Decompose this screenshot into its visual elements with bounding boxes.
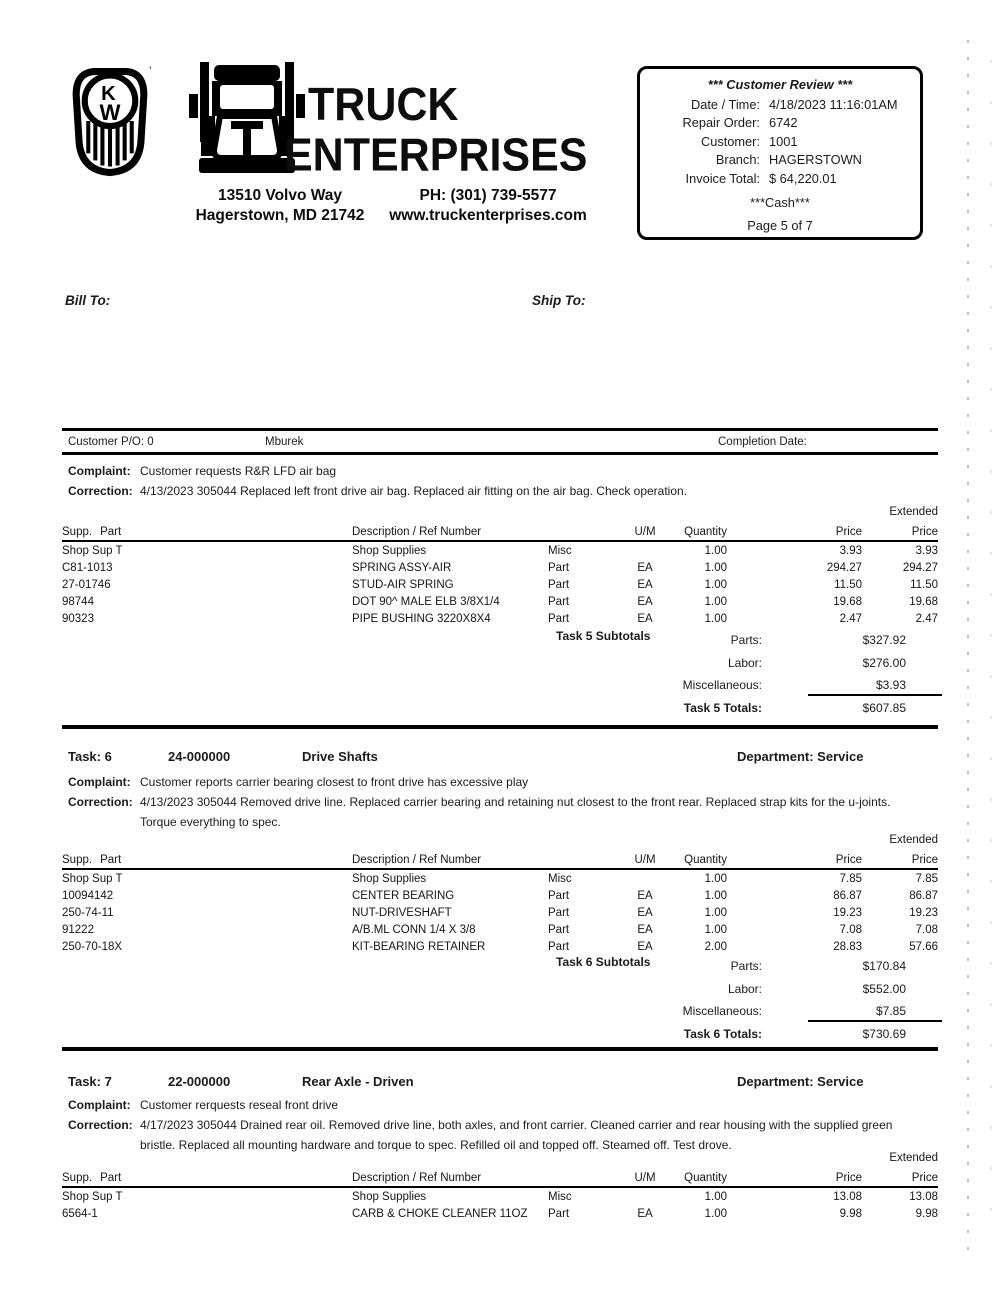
price-cell: 2.47 (839, 612, 862, 625)
line-type-cell: Part (548, 612, 570, 625)
price-cell: 19.23 (833, 906, 862, 919)
review-field-label: Repair Order: (682, 115, 760, 130)
task-total-label: Task 6 Totals: (683, 1026, 762, 1041)
ext-price-cell: 19.23 (909, 906, 938, 919)
price-cell: 11.50 (834, 578, 862, 591)
part-number-cell: Shop Sup T (62, 544, 123, 557)
bill-to-label: Bill To: (65, 293, 111, 308)
subtotal-line (62, 629, 938, 652)
part-number-cell: Shop Sup T (62, 1190, 123, 1203)
review-field-row (648, 170, 912, 189)
kenworth-letter-w: W (99, 99, 121, 125)
complaint-label: Complaint: (68, 1098, 131, 1112)
page-indicator: Page 5 of 7 (747, 217, 813, 233)
description-cell: PIPE BUSHING 3220X8X4 (352, 612, 491, 625)
um-cell: EA (637, 923, 653, 936)
parts-table-row (62, 1187, 938, 1205)
ext-price-header: Price (862, 847, 938, 869)
part-number-cell: Shop Sup T (62, 872, 123, 885)
task-total-line (62, 1023, 938, 1046)
part-number-cell: 91222 (62, 923, 94, 936)
subtotal-label: Parts: (730, 959, 762, 973)
company-contact (372, 186, 604, 226)
review-field-label: Date / Time: (691, 96, 760, 112)
quantity-cell: 1.00 (704, 1190, 727, 1203)
ext-price-cell: 86.87 (909, 889, 938, 902)
price-cell: 7.85 (839, 872, 862, 885)
um-cell (625, 1187, 665, 1205)
review-box-title: *** Customer Review *** (707, 77, 853, 92)
task7-complaint-row (62, 1095, 938, 1115)
review-field-label: Customer: (700, 133, 760, 149)
ext-price-cell: 19.68 (909, 595, 938, 608)
parts-table-row (62, 887, 938, 904)
task6-subtotals (62, 955, 938, 1045)
task-number: Task: 6 (68, 749, 112, 764)
subtotal-amount: $170.84 (862, 959, 906, 973)
review-field-row (648, 114, 912, 133)
price-cell: 9.98 (839, 1207, 862, 1220)
ext-price-cell: 294.27 (902, 561, 938, 574)
ext-price-cell: 11.50 (910, 578, 938, 591)
complaint-text: Customer reports carrier bearing closest to front drive has excessive play (140, 775, 529, 789)
parts-table-row (62, 559, 938, 576)
subtotal-amount: $3.93 (875, 678, 906, 692)
description-cell: Shop Supplies (352, 544, 427, 557)
price-cell: 19.68 (833, 595, 862, 608)
extended-header: Extended (889, 834, 938, 846)
line-type-cell: Part (548, 940, 570, 953)
task6-correction-row (62, 792, 938, 832)
scan-artifact-dots (990, 60, 992, 1240)
price-header: Price (727, 519, 862, 541)
kenworth-letter-k: K (101, 82, 116, 105)
task5-complaint-row (62, 461, 938, 481)
description-cell: Shop Supplies (352, 1190, 427, 1203)
subtotal-amount: $552.00 (862, 981, 906, 996)
subtotal-line (62, 978, 938, 1001)
parts-table-row (62, 938, 938, 955)
ext-price-cell: 9.98 (915, 1207, 938, 1220)
complaint-label: Complaint: (68, 775, 131, 789)
parts-table-row (62, 610, 938, 627)
parts-table-row (62, 869, 938, 887)
parts-table-row (62, 593, 938, 610)
ext-price-cell: 3.93 (915, 544, 938, 557)
task-number: Task: 7 (68, 1074, 112, 1089)
task-department: Department: Service (737, 749, 864, 764)
ship-to-label: Ship To: (532, 293, 586, 308)
description-cell: A/B.ML CONN 1/4 X 3/8 (352, 923, 476, 936)
address-line2: Hagerstown, MD 21742 (195, 207, 365, 224)
company-name-line2: ENTERPRISES (284, 129, 588, 182)
subtotal-line (62, 955, 938, 978)
quantity-cell: 1.00 (704, 923, 727, 936)
subtotal-label: Miscellaneous: (682, 1004, 762, 1018)
task7-correction-row (62, 1115, 938, 1155)
um-cell: EA (637, 940, 653, 953)
section-divider (62, 725, 938, 729)
quantity-cell: 1.00 (704, 544, 727, 557)
um-cell: EA (637, 578, 653, 591)
section-divider (62, 1047, 938, 1051)
part-number-cell: C81-1013 (62, 561, 113, 574)
company-phone: PH: (301) 739-5577 (419, 187, 557, 204)
description-cell: NUT-DRIVESHAFT (352, 906, 452, 919)
um-cell: EA (637, 906, 653, 919)
review-field-row (648, 96, 912, 115)
line-type-cell: Part (548, 923, 570, 936)
subtotal-line (62, 674, 938, 697)
ext-price-cell: 7.08 (915, 923, 938, 936)
parts-table-row (62, 921, 938, 938)
quantity-cell: 1.00 (704, 889, 727, 902)
part-number-cell: 10094142 (62, 889, 114, 902)
um-cell (625, 541, 665, 559)
description-cell: CENTER BEARING (352, 889, 455, 902)
parts-table-row (62, 541, 938, 559)
price-cell: 294.27 (826, 561, 862, 574)
review-field-row (648, 151, 912, 170)
quantity-header: Quantity (665, 519, 727, 541)
part-number-cell: 98744 (62, 595, 94, 608)
subtotal-amount: $327.92 (862, 633, 906, 647)
kenworth-logo-icon (62, 64, 158, 178)
correction-text: 4/13/2023 305044 Replaced left front drive air bag. Replaced air fitting on the air bag. Check operation. (140, 484, 688, 498)
task-total-amount: $730.69 (862, 1026, 906, 1041)
quantity-cell: 1.00 (704, 561, 727, 574)
quantity-cell: 1.00 (704, 1207, 727, 1220)
quantity-cell: 1.00 (704, 872, 727, 885)
correction-label: Correction: (68, 484, 133, 498)
review-field-label: Invoice Total: (685, 170, 760, 186)
completion-date-label: Completion Date: (718, 436, 807, 448)
quantity-cell: 1.00 (704, 595, 727, 608)
um-header: U/M (625, 847, 665, 869)
payment-method: ***Cash*** (750, 195, 810, 210)
part-header: Part (100, 526, 122, 538)
line-type-cell: Misc (548, 1190, 572, 1203)
line-type-cell: Part (548, 595, 570, 608)
price-header: Price (727, 847, 862, 869)
contact-name: Mburek (265, 436, 304, 448)
description-cell: STUD-AIR SPRING (352, 578, 454, 591)
review-field-value: 1001 (769, 133, 798, 149)
task6-header (62, 749, 938, 769)
review-field-row (648, 133, 912, 152)
description-header: Description / Ref Number (352, 519, 548, 541)
task6-parts-table (62, 833, 938, 955)
address-line1: 13510 Volvo Way (217, 187, 343, 204)
task7-header (62, 1074, 938, 1094)
line-type-cell: Part (548, 1207, 570, 1220)
complaint-label: Complaint: (68, 464, 131, 478)
supp-part-header (62, 847, 352, 869)
line-type-cell: Misc (548, 544, 572, 557)
review-field-label: Branch: (715, 152, 760, 167)
ext-price-cell: 2.47 (915, 612, 938, 625)
company-name-line1: TRUCK (308, 78, 459, 131)
task5-correction-row (62, 481, 938, 501)
company-name (284, 80, 587, 182)
review-field-value: 4/18/2023 11:16:01AM (769, 96, 898, 112)
quantity-cell: 2.00 (704, 940, 727, 953)
correction-text: 4/13/2023 305044 Removed drive line. Replaced carrier bearing and retaining nut closest to the front rear. Replaced strap kits for the u-joints. Torque everything to spec. (140, 795, 891, 829)
review-field-value: HAGERSTOWN (769, 152, 862, 167)
task7-parts-table (62, 1151, 938, 1222)
quantity-cell: 1.00 (704, 612, 727, 625)
task-name: Rear Axle - Driven (302, 1074, 414, 1089)
supp-part-header (62, 519, 352, 541)
customer-po: Customer P/O: 0 (68, 436, 154, 448)
description-header: Description / Ref Number (352, 1165, 548, 1187)
subtotal-label: Labor: (727, 655, 762, 670)
description-cell: SPRING ASSY-AIR (352, 561, 452, 574)
task-total-line (62, 697, 938, 720)
subtotals-title: Task 5 Subtotals (556, 629, 651, 643)
um-cell: EA (637, 595, 653, 608)
part-number-cell: 250-74-11 (62, 906, 114, 919)
task-department: Department: Service (737, 1074, 864, 1089)
task-total-amount: $607.85 (862, 700, 906, 715)
complaint-text: Customer requests R&R LFD air bag (140, 464, 337, 478)
line-type-cell: Part (548, 578, 570, 591)
quantity-header: Quantity (665, 847, 727, 869)
task-total-label: Task 5 Totals: (683, 700, 762, 715)
correction-text: 4/17/2023 305044 Drained rear oil. Removed drive line, both axles, and front carrier. Cleaned carrier and rear housing with the supplied green bristle. Replaced all mounting hardware and torque to spec. Refilled oil and topped off. Steamed off. Test drove. (140, 1118, 893, 1152)
parts-table-row (62, 1205, 938, 1222)
ext-price-header: Price (862, 1165, 938, 1187)
parts-table-row (62, 576, 938, 593)
ext-price-cell: 57.66 (909, 940, 938, 953)
supp-header: Supp. (62, 526, 93, 538)
description-cell: KIT-BEARING RETAINER (352, 940, 486, 953)
line-type-cell: Misc (548, 872, 572, 885)
parts-table-row (62, 904, 938, 921)
correction-label: Correction: (68, 1118, 133, 1132)
scan-artifact-dots (967, 40, 969, 1250)
review-field-value: $ 64,220.01 (769, 170, 837, 186)
task-code: 24-000000 (168, 749, 231, 764)
supp-header: Supp. (62, 1172, 93, 1184)
task5-subtotals (62, 629, 938, 719)
part-number-cell: 90323 (62, 612, 94, 625)
scan-speck: ’ (149, 64, 152, 78)
um-cell (625, 869, 665, 887)
um-cell: EA (637, 1207, 653, 1220)
supp-header: Supp. (62, 854, 93, 866)
price-cell: 13.08 (833, 1190, 862, 1203)
subtotal-amount: $276.00 (862, 655, 906, 670)
um-header: U/M (625, 1165, 665, 1187)
task-code: 22-000000 (168, 1074, 231, 1089)
subtotal-line (62, 652, 938, 675)
task6-complaint-row (62, 772, 938, 792)
line-type-cell: Part (548, 889, 570, 902)
description-cell: DOT 90^ MALE ELB 3/8X1/4 (352, 595, 500, 608)
company-website: www.truckenterprises.com (389, 207, 587, 224)
price-cell: 3.93 (839, 544, 862, 557)
price-cell: 7.08 (839, 923, 862, 936)
price-cell: 28.83 (833, 940, 862, 953)
review-field-value: 6742 (769, 115, 798, 130)
um-cell: EA (637, 561, 653, 574)
part-number-cell: 27-01746 (62, 578, 111, 591)
um-cell: EA (637, 612, 653, 625)
subtotals-title: Task 6 Subtotals (556, 955, 651, 969)
customer-po-strip (62, 428, 938, 455)
um-cell: EA (637, 889, 653, 902)
um-header: U/M (625, 519, 665, 541)
description-cell: CARB & CHOKE CLEANER 11OZ (352, 1207, 528, 1220)
supp-part-header (62, 1165, 352, 1187)
quantity-cell: 1.00 (704, 906, 727, 919)
subtotal-label: Miscellaneous: (682, 678, 762, 692)
extended-header: Extended (889, 1152, 938, 1164)
subtotal-label: Labor: (727, 981, 762, 996)
quantity-cell: 1.00 (704, 578, 727, 591)
company-address (190, 186, 370, 226)
line-type-cell: Part (548, 561, 570, 574)
correction-label: Correction: (68, 795, 133, 809)
ext-price-cell: 7.85 (915, 872, 938, 885)
task-name: Drive Shafts (302, 749, 378, 764)
price-cell: 86.87 (833, 889, 862, 902)
part-number-cell: 250-70-18X (62, 940, 123, 953)
customer-review-box (637, 66, 923, 240)
quantity-header: Quantity (665, 1165, 727, 1187)
complaint-text: Customer rerquests reseal front drive (140, 1098, 339, 1112)
task5-parts-table (62, 505, 938, 627)
line-type-cell: Part (548, 906, 570, 919)
description-header: Description / Ref Number (352, 847, 548, 869)
extended-header: Extended (889, 506, 938, 518)
subtotal-amount: $7.85 (875, 1004, 906, 1018)
part-number-cell: 6564-1 (62, 1207, 98, 1220)
subtotal-label: Parts: (730, 633, 762, 647)
subtotal-line (62, 1000, 938, 1023)
review-box-fields (648, 96, 912, 189)
part-header: Part (100, 1172, 122, 1184)
price-header: Price (727, 1165, 862, 1187)
ext-price-header: Price (862, 519, 938, 541)
description-cell: Shop Supplies (352, 872, 427, 885)
ext-price-cell: 13.08 (909, 1190, 938, 1203)
part-header: Part (100, 854, 122, 866)
